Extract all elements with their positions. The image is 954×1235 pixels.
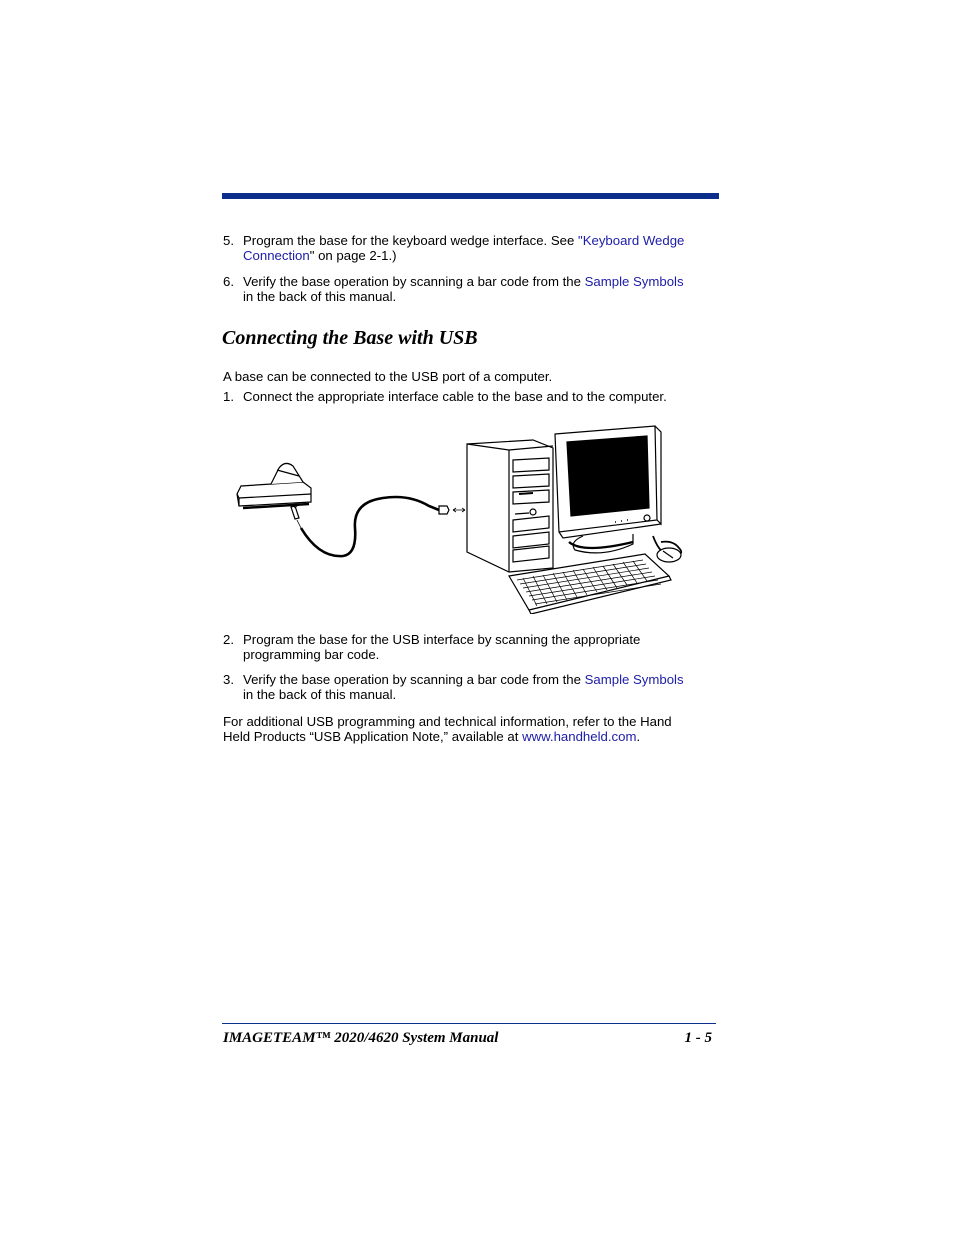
step-3 xyxy=(223,673,723,702)
step-5 xyxy=(223,234,723,263)
step-text: Verify the base operation by scanning a bar code from the xyxy=(243,274,585,289)
intro-text: A base can be connected to the USB port of a computer. xyxy=(223,369,553,384)
section-heading: Connecting the Base with USB xyxy=(222,327,478,349)
step-1 xyxy=(223,390,723,405)
step-text: Program the base for the USB interface by scanning the appropriate xyxy=(243,632,641,647)
step-text: Program the base for the keyboard wedge interface. See xyxy=(243,233,579,248)
closing-text-2: Held Products “USB Application Note,” available at xyxy=(223,729,523,744)
handheld-website-link[interactable]: www.handheld.com xyxy=(522,729,637,744)
footer-rule xyxy=(222,1023,716,1024)
step-text-cont: programming bar code. xyxy=(243,646,380,662)
closing-text-3: . xyxy=(636,729,641,744)
step-number: 6. xyxy=(223,274,234,289)
closing-text-1: For additional USB programming and technical information, refer to the Hand xyxy=(223,714,672,729)
sample-symbols-link[interactable]: Sample Symbols xyxy=(584,672,684,687)
step-text-cont: in the back of this manual. xyxy=(243,288,397,304)
keyboard-wedge-link-cont[interactable]: Connection xyxy=(243,247,310,263)
step-6 xyxy=(223,275,723,304)
step-number: 5. xyxy=(223,233,234,248)
step-2 xyxy=(223,633,723,662)
mouse-icon xyxy=(653,536,681,562)
step-text: Verify the base operation by scanning a bar code from the xyxy=(243,672,585,687)
header-rule xyxy=(222,193,719,199)
usb-connection-illustration xyxy=(233,424,685,614)
monitor-icon xyxy=(555,426,661,553)
base-cradle-icon xyxy=(237,463,311,508)
footer-title: IMAGETEAM™ 2020/4620 System Manual xyxy=(223,1030,499,1046)
sample-symbols-link[interactable]: Sample Symbols xyxy=(584,274,684,289)
computer-tower-icon xyxy=(467,440,553,572)
step-number: 1. xyxy=(223,389,234,404)
step-text-cont: in the back of this manual. xyxy=(243,686,397,702)
step-number: 2. xyxy=(223,632,234,647)
step-number: 3. xyxy=(223,672,234,687)
step-text-cont: " on page 2-1.) xyxy=(309,247,397,263)
step-text: Connect the appropriate interface cable to the base and to the computer. xyxy=(243,389,667,404)
keyboard-wedge-link[interactable]: "Keyboard Wedge xyxy=(578,233,685,248)
closing-paragraph xyxy=(223,714,723,744)
page-number: 1 - 5 xyxy=(684,1030,712,1046)
